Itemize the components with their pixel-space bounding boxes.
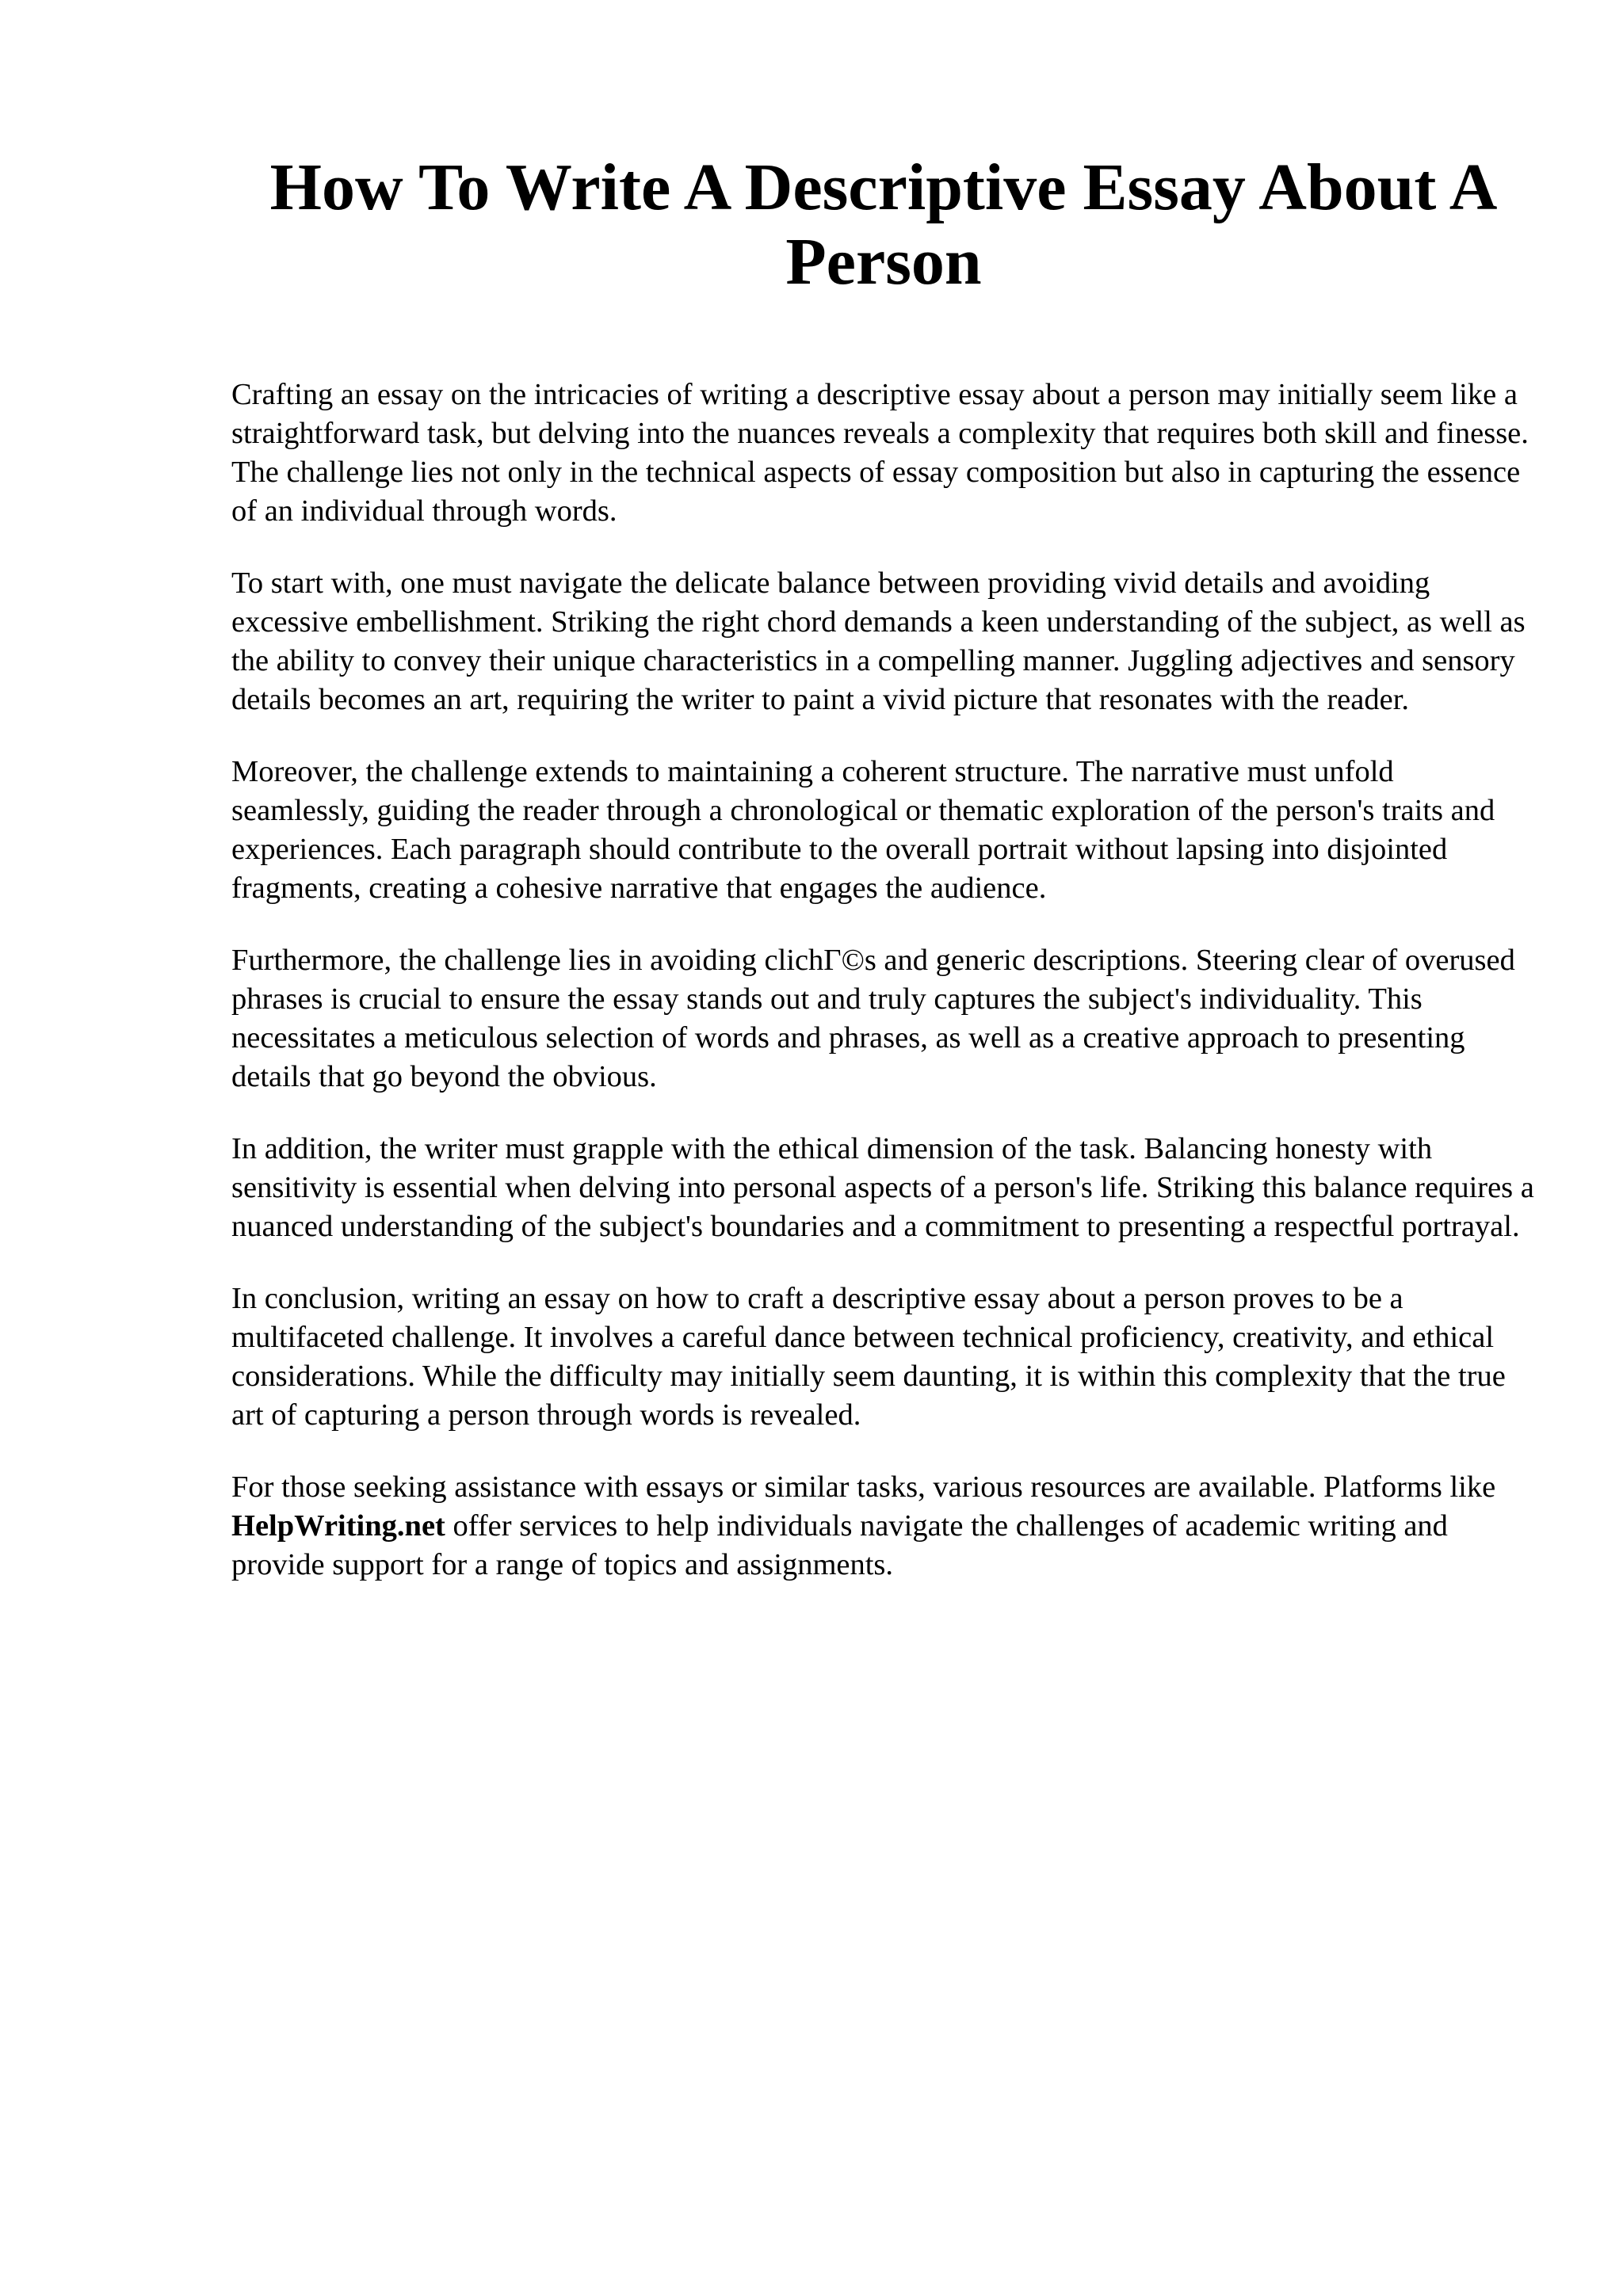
paragraph-details: To start with, one must navigate the delicate balance between providing vivid details and avoiding excessive embellishment. Striking the right chord demands a keen understanding of the subject, as well as the ability to convey their unique characteristics in a compelling manner. Juggling adjectives and sensory details becomes an art, requiring the writer to paint a vivid picture that resonates with the reader.: [231, 566, 1526, 716]
paragraph-resources: [231, 1468, 1539, 1585]
paragraph-cliches: Furthermore, the challenge lies in avoiding clichГ©s and generic descriptions. Steering clear of overused phrases is crucial to ensure the essay stands out and truly captures the subject's individuality. This necessitates a meticulous selection of words and phrases, as well as a creative approach to presenting details that go beyond the obvious.: [231, 944, 1515, 1093]
paragraph-structure: Moreover, the challenge extends to maintaining a coherent structure. The narrative must unfold seamlessly, guiding the reader through a chronological or thematic exploration of the person's traits and experiences. Each paragraph should contribute to the overall portrait without lapsing into disjointed fragments, creating a cohesive narrative that engages the audience.: [231, 755, 1495, 905]
document-body: [231, 376, 1539, 1618]
paragraph-conclusion: In conclusion, writing an essay on how to craft a descriptive essay about a person proves to be a multifaceted challenge. It involves a careful dance between technical proficiency, creativity, and ethical considerations. While the difficulty may initially seem daunting, it is within this complexity that the true art of capturing a person through words is revealed.: [231, 1282, 1506, 1432]
paragraph-intro: Crafting an essay on the intricacies of writing a descriptive essay about a person may initially seem like a straightforward task, but delving into the nuances reveals a complexity that requires both skill and finesse. The challenge lies not only in the technical aspects of essay composition but also in capturing the essence of an individual through words.: [231, 378, 1529, 528]
resources-text-after: offer services to help individuals navigate the challenges of academic writing and provide support for a range of topics and assignments.: [231, 1509, 1448, 1581]
helpwriting-brand-text: HelpWriting.net: [231, 1509, 445, 1543]
document-title: How To Write A Descriptive Essay About A Person: [269, 151, 1498, 299]
resources-text-before: For those seeking assistance with essays or similar tasks, various resources are available. Platforms like: [231, 1470, 1496, 1504]
paragraph-ethics: In addition, the writer must grapple with the ethical dimension of the task. Balancing honesty with sensitivity is essential when delving into personal aspects of a person's life. Striking this balance requires a nuanced understanding of the subject's boundaries and a commitment to presenting a respectful portrayal.: [231, 1132, 1534, 1243]
